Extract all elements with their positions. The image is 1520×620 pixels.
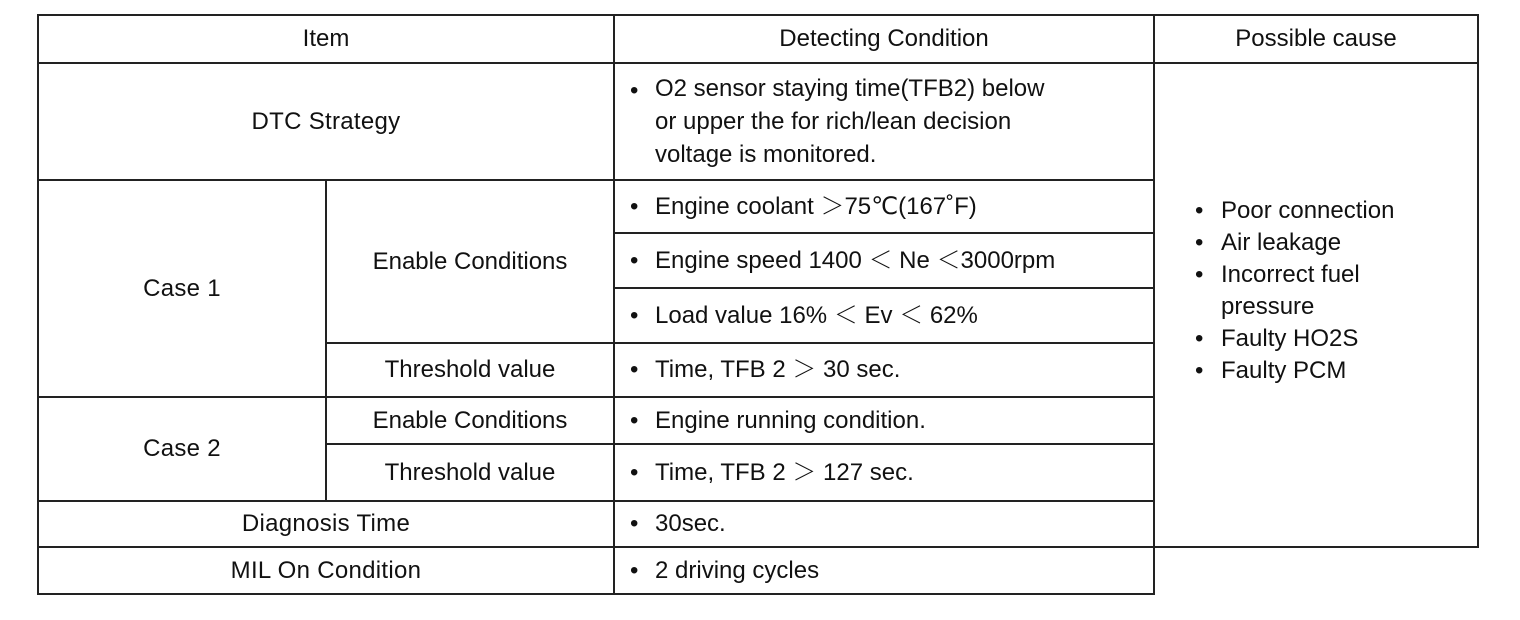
header-row [38, 15, 1478, 63]
mil-on-label: MIL On Condition [38, 547, 614, 594]
case1-enable-1: • Engine coolant ＞75℃(167˚F) [614, 180, 1154, 233]
cause-item: • Air leakage [1195, 229, 1342, 256]
dtc-strategy-condition [614, 63, 1154, 180]
bullet: • [630, 77, 639, 104]
cause-item: • Incorrect fuel pressure [1195, 261, 1360, 320]
header-detecting-condition: Detecting Condition [614, 15, 1154, 63]
mil-on-value: • 2 driving cycles [614, 547, 1154, 594]
dtc-strategy-line2: or upper the for rich/lean decision [655, 107, 1012, 135]
diagnosis-time-value: • 30sec. [614, 501, 1154, 547]
case1-enable-3: • Load value 16% ＜ Ev ＜ 62% [614, 288, 1154, 343]
header-possible-cause: Possible cause [1154, 15, 1478, 63]
cause-item: • Faulty HO2S [1195, 325, 1359, 352]
row-mil-on [38, 547, 1478, 594]
possible-causes-cell [1154, 63, 1478, 547]
dtc-table [37, 14, 1479, 595]
case2-threshold-label: Threshold value [326, 444, 614, 501]
case2-threshold: • Time, TFB 2 ＞ 127 sec. [614, 444, 1154, 501]
dtc-strategy-label: DTC Strategy [38, 63, 614, 180]
case1-enable-2: • Engine speed 1400 ＜ Ne ＜3000rpm [614, 233, 1154, 288]
case1-label: Case 1 [38, 180, 326, 397]
row-dtc-strategy [38, 63, 1478, 180]
case1-enable-label: Enable Conditions [326, 180, 614, 343]
case2-enable-label: Enable Conditions [326, 397, 614, 444]
dtc-strategy-line3: voltage is monitored. [655, 141, 877, 169]
cause-item: • Poor connection [1195, 197, 1395, 224]
cause-item: • Faulty PCM [1195, 357, 1347, 384]
case2-enable: • Engine running condition. [614, 397, 1154, 444]
diagnosis-time-label: Diagnosis Time [38, 501, 614, 547]
possible-causes-list [1191, 195, 1467, 387]
header-item: Item [38, 15, 614, 63]
case1-threshold-label: Threshold value [326, 343, 614, 397]
case1-threshold: • Time, TFB 2 ＞ 30 sec. [614, 343, 1154, 397]
case2-label: Case 2 [38, 397, 326, 501]
dtc-strategy-line1: O2 sensor staying time(TFB2) below [655, 74, 1045, 102]
